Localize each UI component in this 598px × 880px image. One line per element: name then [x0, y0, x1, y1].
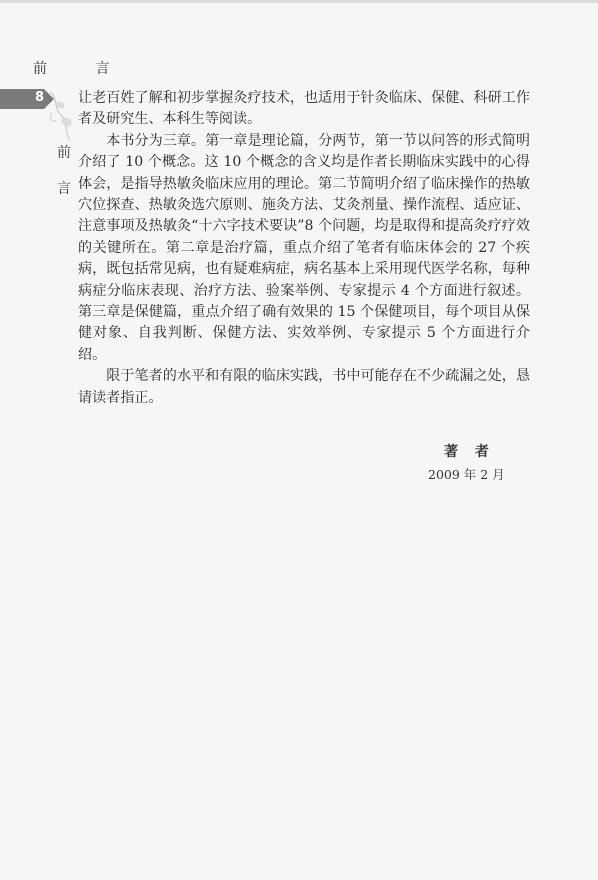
top-border — [0, 0, 598, 3]
side-title-char-2: 言 — [57, 181, 71, 197]
paragraph-chapters: 本书分为三章。第一章是理论篇，分两节，第一节以问答的形式简明介绍了 10 个概念。这 10 个概念的含义均是作者长期临床实践中的心得体会，是指导热敏灸临床应用的理论。第二节简明介绍了临床操作的热敏穴位探查、热敏灸选穴原则、施灸方法、艾灸剂量、操作流程、适应证、注意事项及热敏灸“十六字技术要诀”8 个问题，均是取得和提高灸疗疗效的关键所在。第二章是治疗篇，重点介绍了笔者有临床体会的 27 个疾病，既包括常见病，也有疑难病症，病名基本上采用现代医学名称，每种病症分临床表现、治疗方法、验案举例、专家提示 4 个方面进行叙述。第三章是保健篇，重点介绍了确有效果的 15 个保健项目，每个项目从保健对象、自我判断、保健方法、实效举例、专家提示 5 个方面进行介绍。 — [78, 132, 530, 363]
author-signature: 著 者 — [444, 444, 495, 460]
paragraph-closing: 限于笔者的水平和有限的临床实践，书中可能存在不少疏漏之处，恳请读者指正。 — [78, 368, 530, 406]
side-title-char-1: 前 — [57, 145, 71, 161]
paragraph-continued: 让老百姓了解和初步掌握灸疗技术，也适用于针灸临床、保健、科研工作者及研究生、本科生等阅读。 — [78, 90, 530, 128]
page-number: 8 — [35, 90, 45, 105]
preface-date: 2009 年 2 月 — [428, 467, 505, 482]
running-header-title: 前 言 — [33, 61, 132, 77]
preface-body — [78, 88, 530, 409]
